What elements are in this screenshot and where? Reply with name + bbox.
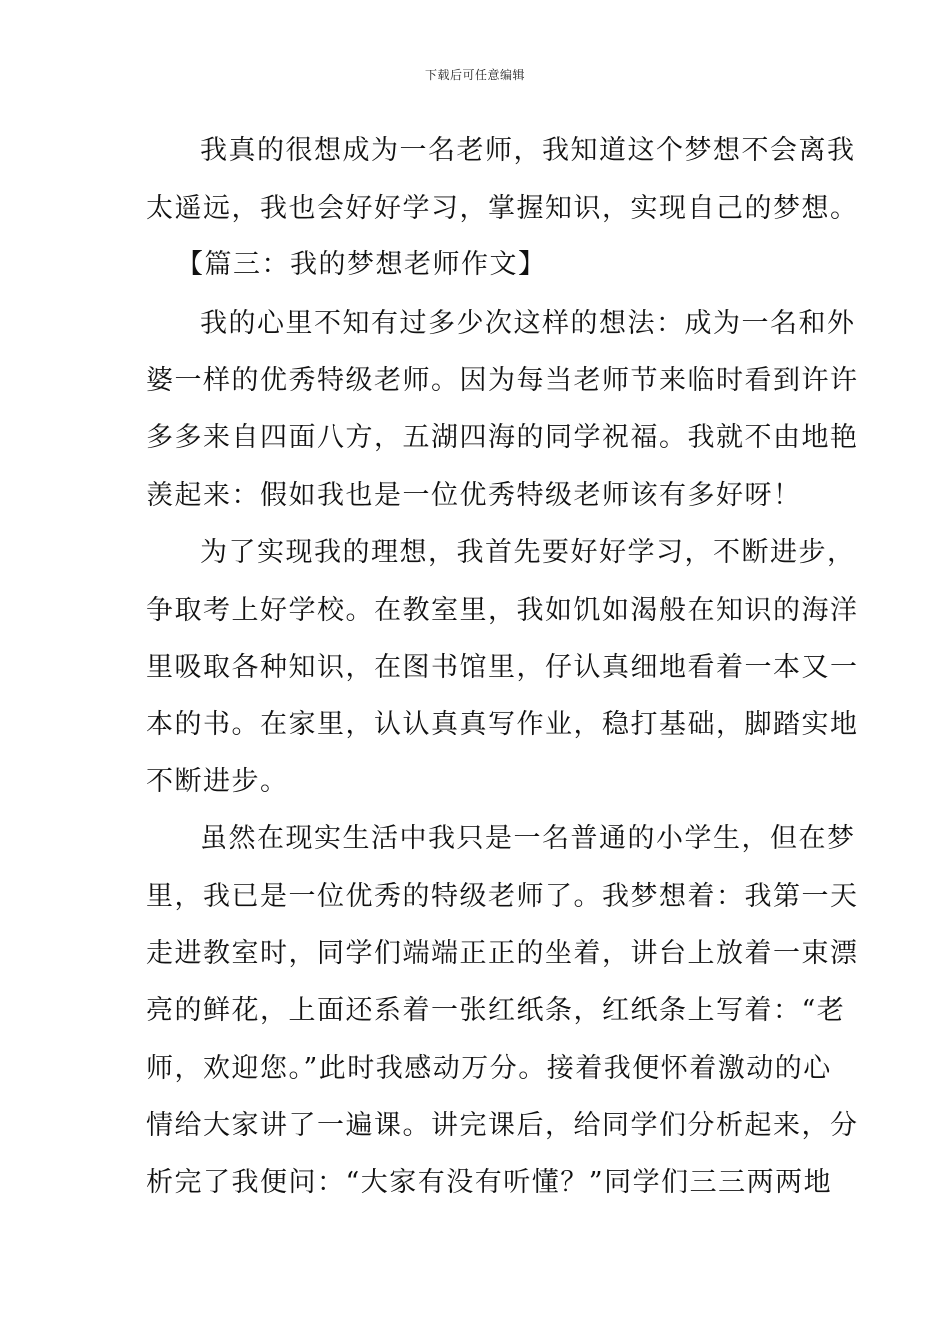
body-line: 婆一样的优秀特级老师。因为每当老师节来临时看到许许 [146, 365, 859, 396]
section-heading: 【篇三：我的梦想老师作文】 [176, 249, 547, 280]
body-line: 羡起来：假如我也是一位优秀特级老师该有多好呀！ [146, 480, 802, 511]
body-line: 里吸取各种知识，在图书馆里，仔认真细地看着一本又一 [146, 652, 859, 683]
body-line: 师，欢迎您。”此时我感动万分。接着我便怀着激动的心 [146, 1053, 832, 1084]
body-line: 争取考上好学校。在教室里，我如饥如渴般在知识的海洋 [146, 595, 859, 626]
body-line: 多多来自四面八方，五湖四海的同学祝福。我就不由地艳 [146, 422, 859, 453]
body-line: 不断进步。 [146, 766, 289, 797]
body-line: 走进教室时，同学们端端正正的坐着，讲台上放着一束漂 [146, 938, 859, 969]
body-line: 里，我已是一位优秀的特级老师了。我梦想着：我第一天 [146, 881, 859, 912]
body-line: 为了实现我的理想，我首先要好好学习，不断进步， [200, 537, 856, 568]
body-line: 亮的鲜花，上面还系着一张红纸条，红纸条上写着：“老 [146, 995, 846, 1026]
body-line: 我真的很想成为一名老师，我知道这个梦想不会离我 [200, 135, 856, 166]
body-line: 虽然在现实生活中我只是一名普通的小学生，但在梦 [200, 823, 856, 854]
body-line: 析完了我便问：“大家有没有听懂？”同学们三三两两地 [146, 1167, 833, 1198]
body-line: 我的心里不知有过多少次这样的想法：成为一名和外 [200, 308, 856, 339]
body-line: 情给大家讲了一遍课。讲完课后，给同学们分析起来，分 [146, 1110, 859, 1141]
body-line: 本的书。在家里，认认真真写作业，稳打基础，脚踏实地 [146, 709, 859, 740]
body-line: 太遥远，我也会好好学习，掌握知识，实现自己的梦想。 [146, 193, 859, 224]
page-header: 下载后可任意编辑 [424, 68, 525, 82]
